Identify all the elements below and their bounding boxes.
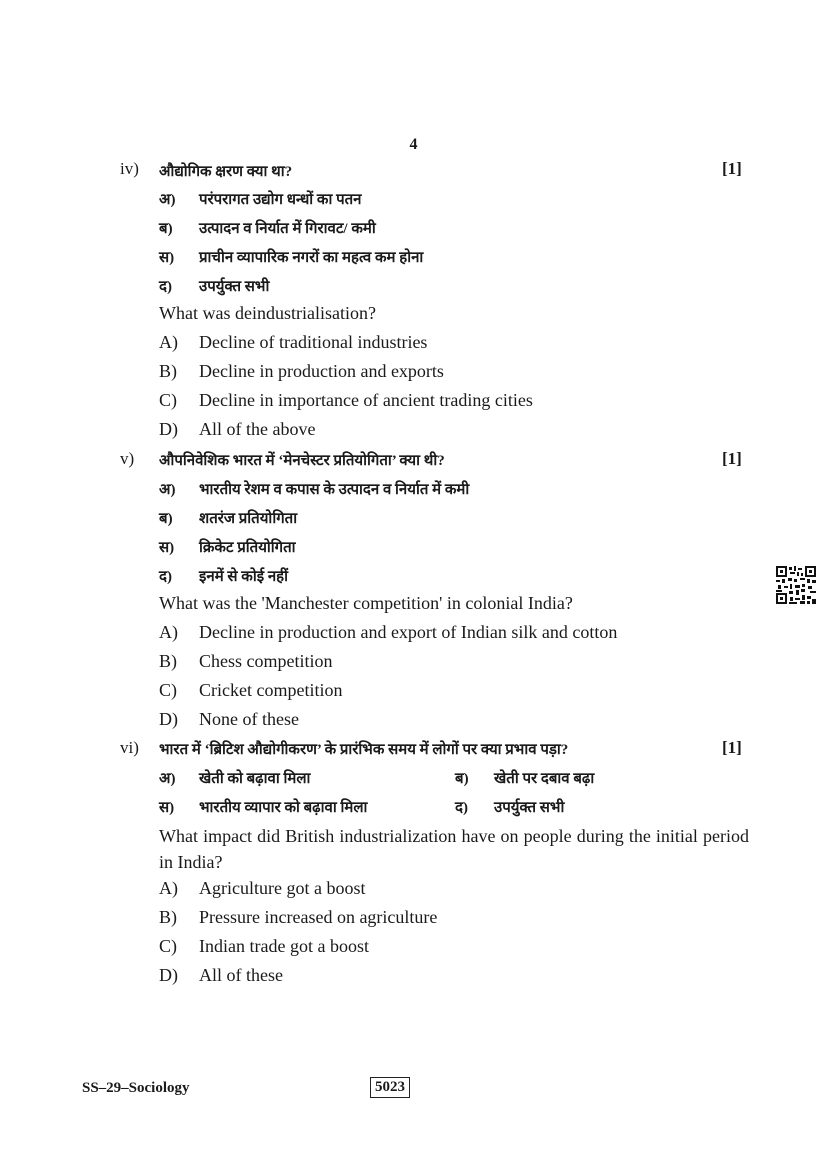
hindi-option-label: स) [159, 800, 175, 816]
english-option-text: None of these [199, 709, 299, 729]
hindi-option-text: भारतीय व्यापार को बढ़ावा मिला [199, 800, 368, 816]
question-text-english: What was the 'Manchester competition' in colonial India? [159, 593, 573, 613]
english-option-label: B) [159, 361, 177, 381]
english-option-label: B) [159, 651, 177, 671]
hindi-option-text: उत्पादन व निर्यात में गिरावट/ कमी [199, 221, 376, 237]
hindi-option-text: उपर्युक्त सभी [199, 279, 270, 295]
hindi-option-text: इनमें से कोई नहीं [199, 569, 288, 585]
question-text-english: What was deindustrialisation? [159, 303, 376, 323]
english-option-text: Decline in importance of ancient trading cities [199, 390, 533, 410]
hindi-option-text: शतरंज प्रतियोगिता [199, 511, 298, 527]
qr-code-icon [776, 566, 816, 604]
english-option-label: A) [159, 622, 178, 642]
hindi-option-label: द) [159, 279, 172, 295]
booklet-code: 5023 [370, 1077, 410, 1098]
page-number: 4 [409, 136, 418, 153]
english-option-text: All of the above [199, 419, 316, 439]
english-option-label: A) [159, 878, 178, 898]
english-option-text: Indian trade got a boost [199, 936, 369, 956]
hindi-option-label: ब) [455, 771, 469, 787]
hindi-option-label: द) [455, 800, 468, 816]
english-option-text: Chess competition [199, 651, 333, 671]
question-text-hindi: औपनिवेशिक भारत में ‘मेनचेस्टर प्रतियोगिता’ क्या थी? [159, 453, 445, 469]
hindi-option-text: खेती को बढ़ावा मिला [199, 771, 311, 787]
hindi-option-label: द) [159, 569, 172, 585]
hindi-option-label: अ) [159, 192, 176, 208]
english-option-label: A) [159, 332, 178, 352]
question-marks: [1] [722, 449, 742, 468]
english-option-text: Decline in production and exports [199, 361, 444, 381]
hindi-option-label: ब) [159, 511, 173, 527]
question-number: vi) [120, 738, 139, 757]
hindi-option-text: भारतीय रेशम व कपास के उत्पादन व निर्यात में कमी [199, 482, 470, 498]
hindi-option-label: स) [159, 540, 175, 556]
english-option-text: Pressure increased on agriculture [199, 907, 438, 927]
english-option-label: B) [159, 907, 177, 927]
english-option-label: C) [159, 936, 177, 956]
question-text-english: What impact did British industrialization have on people during the initial period in India? [159, 826, 749, 872]
english-option-text: Decline of traditional industries [199, 332, 428, 352]
english-option-label: C) [159, 680, 177, 700]
question-text-hindi: औद्योगिक क्षरण क्या था? [159, 164, 293, 180]
english-option-text: Agriculture got a boost [199, 878, 366, 898]
question-number: iv) [120, 159, 139, 178]
hindi-option-label: स) [159, 250, 175, 266]
hindi-option-label: अ) [159, 482, 176, 498]
hindi-option-label: अ) [159, 771, 176, 787]
hindi-option-text: प्राचीन व्यापारिक नगरों का महत्व कम होना [199, 250, 424, 266]
hindi-option-label: ब) [159, 221, 173, 237]
question-text-hindi: भारत में ‘ब्रिटिश औद्योगीकरण’ के प्रारंभिक समय में लोगों पर क्या प्रभाव पड़ा? [159, 742, 569, 758]
english-option-label: D) [159, 419, 178, 439]
english-option-text: Cricket competition [199, 680, 343, 700]
english-option-text: All of these [199, 965, 283, 985]
hindi-option-text: उपर्युक्त सभी [494, 800, 565, 816]
question-marks: [1] [722, 159, 742, 178]
english-option-label: D) [159, 965, 178, 985]
hindi-option-text: क्रिकेट प्रतियोगिता [199, 540, 296, 556]
hindi-option-text: खेती पर दबाव बढ़ा [494, 771, 595, 787]
paper-code: SS–29–Sociology [82, 1080, 190, 1096]
english-option-text: Decline in production and export of Indian silk and cotton [199, 622, 618, 642]
question-number: v) [120, 449, 135, 468]
english-option-label: D) [159, 709, 178, 729]
question-marks: [1] [722, 738, 742, 757]
hindi-option-text: परंपरागत उद्योग धन्धों का पतन [199, 192, 362, 208]
english-option-label: C) [159, 390, 177, 410]
